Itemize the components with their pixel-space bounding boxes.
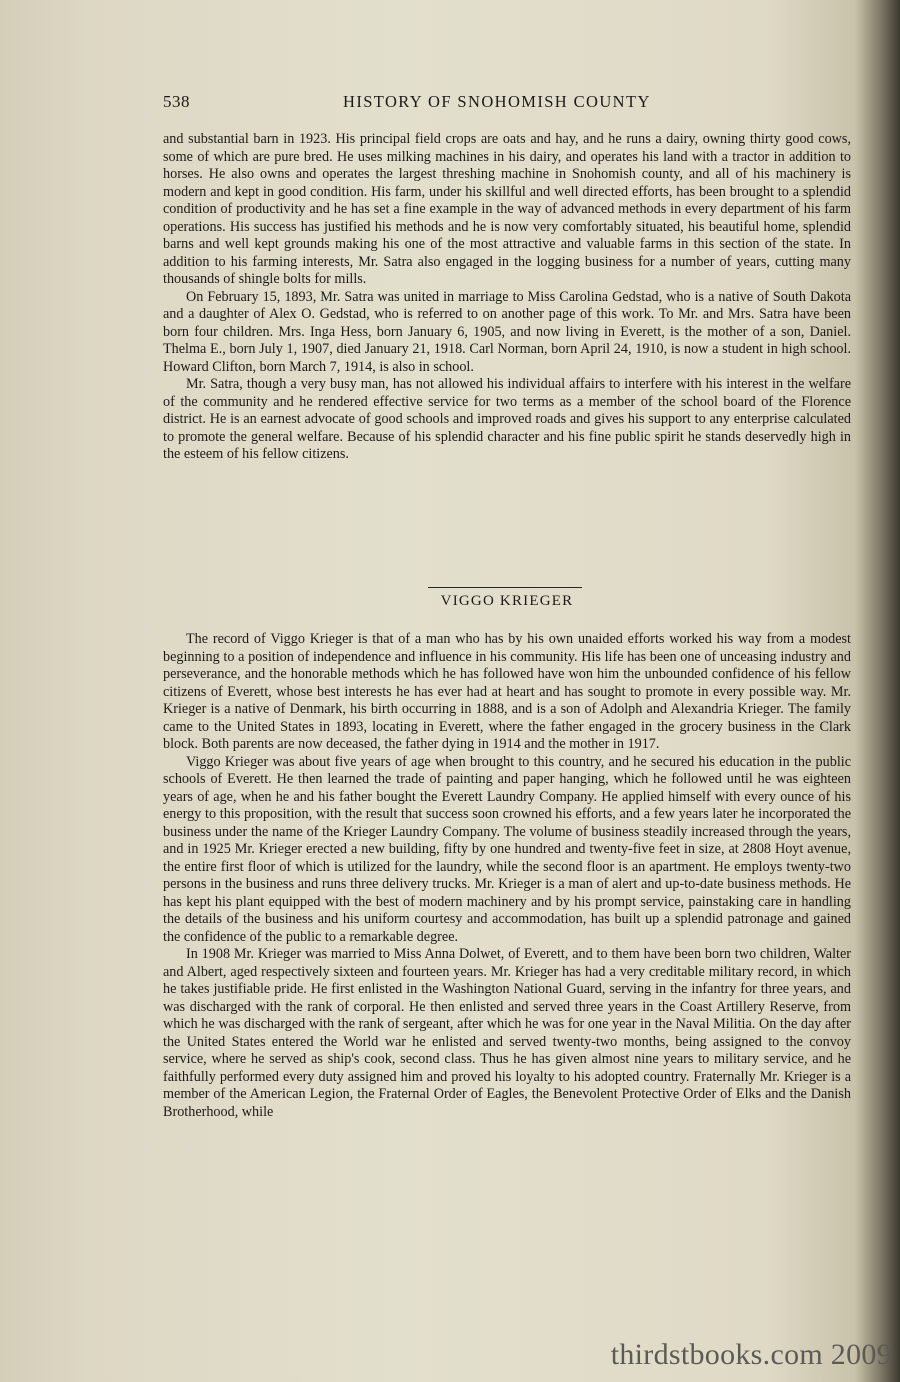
watermark: thirdstbooks.com 2009: [610, 1338, 892, 1371]
section-text: [163, 631, 851, 1121]
page-number: 538: [163, 92, 190, 111]
running-head: HISTORY OF SNOHOMISH COUNTY: [343, 92, 651, 111]
paragraph: The record of Viggo Krieger is that of a man who has by his own unaided efforts worked his way from a modest beginning to a position of independence and influence in his community. His life has been one of unceasing industry and perseverance, and the honorable methods which he has followed have won him the unbounded confidence of his fellow citizens of Everett, whose best interests he has ever had at heart and has sought to promote in every possible way. Mr. Krieger is a native of Denmark, his birth occurring in 1888, and is a son of Adolph and Alexandria Krieger. The family came to the United States in 1893, locating in Everett, where the father engaged in the grocery business in the Clark block. Both parents are now deceased, the father dying in 1914 and the mother in 1917.: [163, 631, 851, 752]
section-divider: [428, 587, 582, 588]
paragraph: Viggo Krieger was about five years of age when brought to this country, and he secured his education in the public schools of Everett. He then learned the trade of painting and paper hanging, which he followed until he was eighteen years of age, when he and his father bought the Everett Laundry Company. He applied himself with every ounce of his energy to this proposition, with the result that success soon crowned his efforts, and a few years later he incorporated the business under the name of the Krieger Laundry Company. The volume of business steadily increased through the years, and in 1925 Mr. Krieger erected a new building, fifty by one hundred and twenty-five feet in size, at 2808 Hoyt avenue, the entire first floor of which is utilized for the laundry, while the second floor is an apartment. He employs twenty-two persons in the business and runs three delivery trucks. Mr. Krieger is a man of alert and up-to-date business methods. He has kept his plant equipped with the best of modern machinery and by his prompt service, painstaking care in handling the details of the business and his uniform courtesy and accommodation, has built up a splendid patronage and gained the confidence of the public to a remarkable degree.: [163, 753, 851, 945]
page-header: [163, 92, 853, 116]
section-title: VIGGO KRIEGER: [440, 593, 574, 609]
paragraph: and substantial barn in 1923. His principal field crops are oats and hay, and he runs a dairy, owning thirty good cows, some of which are pure bred. He uses milking machines in his dairy, and operates his land with a tractor in addition to horses. He also owns and operates the largest threshing machine in Snohomish county, and all of his machinery is modern and kept in good condition. His farm, under his skillful and well directed efforts, has been brought to a splendid condition of productivity and he has set a fine example in the way of advanced methods in every department of his farm operations. His success has justified his methods and he is now very comfortably situated, his beautiful home, splendid barns and well kept grounds making his one of the most attractive and valuable farms in this section of the state. In addition to his farming interests, Mr. Satra also engaged in the logging business for a number of years, cutting many thousands of shingle bolts for mills.: [163, 131, 851, 287]
paragraph: In 1908 Mr. Krieger was married to Miss Anna Dolwet, of Everett, and to them have been born two children, Walter and Albert, aged respectively sixteen and fourteen years. Mr. Krieger has had a very creditable military record, in which he takes justifiable pride. He first enlisted in the Washington National Guard, serving in the infantry for three years, and was discharged with the rank of corporal. He then enlisted and served three years in the Coast Artillery Reserve, from which he was discharged with the rank of sergeant, after which he was for one year in the Naval Militia. On the day after the United States entered the World war he enlisted and served twenty-two months, being assigned to the convoy service, where he served as ship's cook, second class. Thus he has given almost nine years to military service, and he faithfully performed every duty assigned him and proved his loyalty to his adopted country. Fraternally Mr. Krieger is a member of the American Legion, the Fraternal Order of Eagles, the Benevolent Protective Order of Elks and the Danish Brotherhood, while: [163, 946, 851, 1120]
paragraph: Mr. Satra, though a very busy man, has not allowed his individual affairs to interfere with his interest in the welfare of the community and he rendered effective service for two terms as a member of the school board of the Florence district. He is an earnest advocate of good schools and improved roads and gives his support to any enterprise calculated to promote the general welfare. Because of his splendid character and his fine public spirit he stands deservedly high in the esteem of his fellow citizens.: [163, 376, 851, 462]
continuation-text: [163, 131, 851, 464]
paragraph: On February 15, 1893, Mr. Satra was united in marriage to Miss Carolina Gedstad, who is a native of South Dakota and a daughter of Alex O. Gedstad, who is referred to on another page of this work. To Mr. and Mrs. Satra have been born four children. Mrs. Inga Hess, born January 6, 1905, and now living in Everett, is the mother of a son, Daniel. Thelma E., born July 1, 1907, died January 21, 1918. Carl Norman, born April 24, 1910, is now a student in high school. Howard Clifton, born March 7, 1914, is also in school.: [163, 288, 851, 375]
